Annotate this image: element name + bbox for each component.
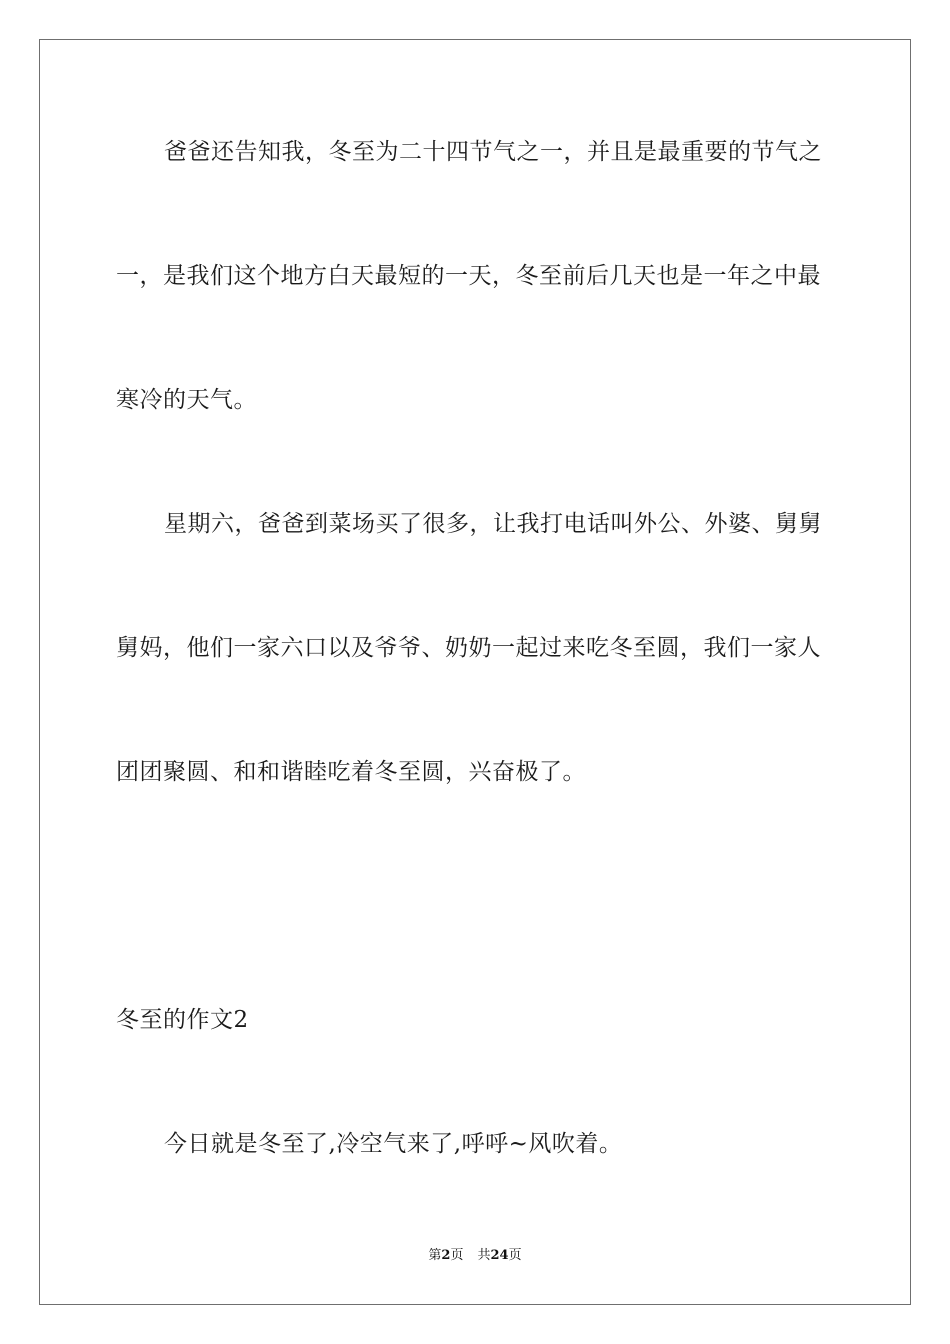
paragraph-2-line-1: 星期六，爸爸到菜场买了很多，让我打电话叫外公、外婆、舅舅 bbox=[164, 511, 822, 537]
paragraph-2-line-3: 团团聚圆、和和谐睦吃着冬至圆，兴奋极了。 bbox=[116, 759, 586, 785]
paragraph-3-line-1: 今日就是冬至了,冷空气来了,呼呼~风吹着。 bbox=[164, 1131, 623, 1157]
essay-heading: 冬至的作文2 bbox=[116, 1007, 249, 1033]
footer-total-pages: 24 bbox=[490, 1248, 509, 1263]
footer-page-number: 2 bbox=[441, 1248, 451, 1263]
footer-total-prefix: 共 bbox=[477, 1248, 491, 1263]
footer-total-suffix: 页 bbox=[508, 1248, 522, 1263]
footer-page-prefix: 第 bbox=[428, 1248, 442, 1263]
paragraph-1-line-3: 寒冷的天气。 bbox=[116, 387, 257, 413]
footer-page-suffix: 页 bbox=[450, 1248, 464, 1263]
page-footer bbox=[0, 1247, 950, 1265]
page-border bbox=[39, 39, 911, 1305]
paragraph-2-line-2: 舅妈，他们一家六口以及爷爷、奶奶一起过来吃冬至圆，我们一家人 bbox=[116, 635, 821, 661]
paragraph-1-line-2: 一，是我们这个地方白天最短的一天，冬至前后几天也是一年之中最 bbox=[116, 263, 821, 289]
paragraph-1-line-1: 爸爸还告知我，冬至为二十四节气之一，并且是最重要的节气之 bbox=[164, 139, 822, 165]
